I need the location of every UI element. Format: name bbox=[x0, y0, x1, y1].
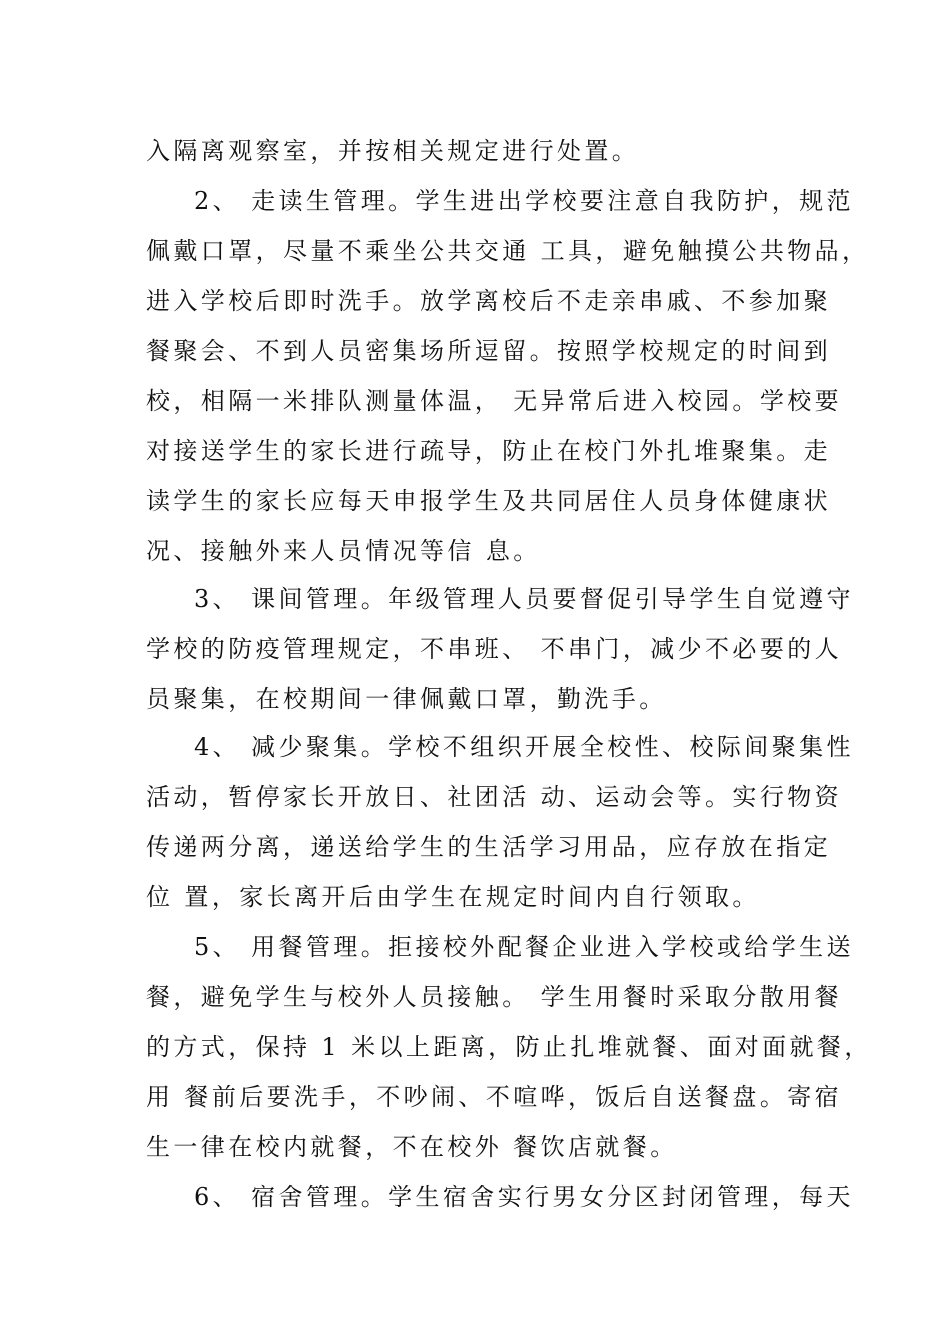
text-line: 用 餐前后要洗手，不吵闹、不喧哗，饭后自送餐盘。寄宿 bbox=[146, 1083, 843, 1111]
paragraph-5-start: 5、 用餐管理。拒接校外配餐企业进入学校或给学生送 bbox=[194, 933, 854, 961]
text-line: 学校的防疫管理规定，不串班、 不串门，减少不必要的人 bbox=[146, 635, 843, 663]
text-line: 生一律在校内就餐，不在校外 餐饮店就餐。 bbox=[146, 1133, 678, 1161]
text-line: 餐聚会、不到人员密集场所逗留。按照学校规定的时间到 bbox=[146, 337, 831, 365]
text-line: 况、接触外来人员情况等信 息。 bbox=[146, 537, 541, 565]
text-line: 的方式，保持 1 米以上距离，防止扎堆就餐、面对面就餐， bbox=[146, 1033, 872, 1061]
text-line: 活动，暂停家长开放日、社团活 动、运动会等。实行物资 bbox=[146, 783, 843, 811]
text-line: 对接送学生的家长进行疏导，防止在校门外扎堆聚集。走 bbox=[146, 437, 831, 465]
paragraph-3-start: 3、 课间管理。年级管理人员要督促引导学生自觉遵守 bbox=[194, 585, 854, 613]
text-line: 读学生的家长应每天申报学生及共同居住人员身体健康状 bbox=[146, 487, 831, 515]
text-line: 校，相隔一米排队测量体温， 无异常后进入校园。学校要 bbox=[146, 387, 843, 415]
paragraph-2-start: 2、 走读生管理。学生进出学校要注意自我防护，规范 bbox=[194, 187, 854, 215]
text-line: 位 置，家长离开后由学生在规定时间内自行领取。 bbox=[146, 883, 760, 911]
text-line: 餐，避免学生与校外人员接触。 学生用餐时采取分散用餐 bbox=[146, 983, 843, 1011]
paragraph-4-start: 4、 减少聚集。学校不组织开展全校性、校际间聚集性 bbox=[194, 733, 854, 761]
text-line: 进入学校后即时洗手。放学离校后不走亲串戚、不参加聚 bbox=[146, 287, 831, 315]
text-line: 佩戴口罩，尽量不乘坐公共交通 工具，避免触摸公共物品， bbox=[146, 237, 870, 265]
text-line: 传递两分离，递送给学生的生活学习用品，应存放在指定 bbox=[146, 833, 831, 861]
text-line: 入隔离观察室，并按相关规定进行处置。 bbox=[146, 137, 640, 165]
text-line: 员聚集，在校期间一律佩戴口罩，勤洗手。 bbox=[146, 685, 667, 713]
paragraph-6-start: 6、 宿舍管理。学生宿舍实行男女分区封闭管理，每天 bbox=[194, 1183, 854, 1211]
